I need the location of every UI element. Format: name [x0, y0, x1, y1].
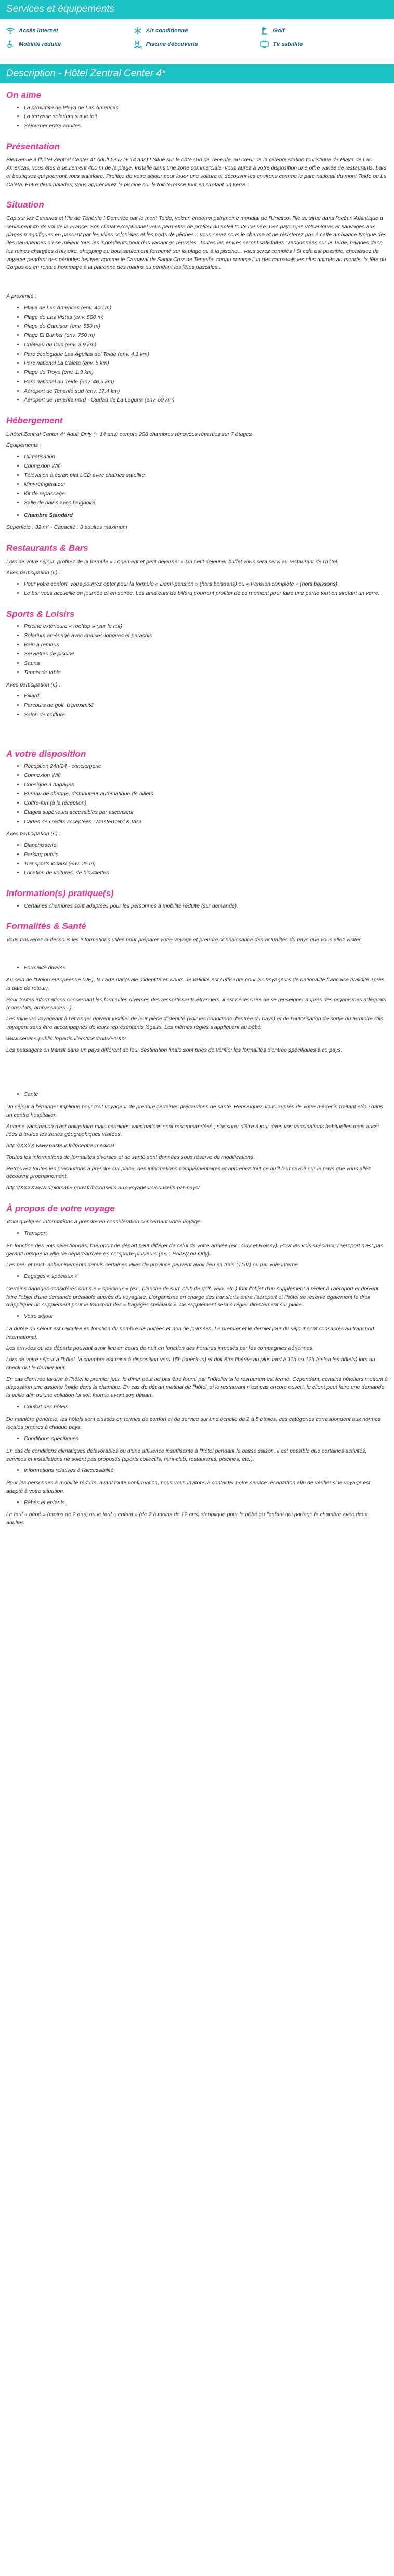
list-item: • Climatisation [24, 453, 388, 461]
services-title: Services et équipements [6, 4, 115, 15]
list-item: • Château du Duc (env. 3,9 km) [24, 341, 388, 349]
section-title-disposition: A votre disposition [6, 748, 86, 759]
sante-label: • Santé [24, 1091, 388, 1099]
list-item: • Conditions spécifiques [24, 1435, 388, 1443]
formalites-link3[interactable]: http://XXXXwww.diplomatie.gouv.fr/fr/conseils-aux-voyageurs/conseils-par-pays/ [6, 1185, 200, 1191]
formalites-intro: Vous trouverez ci-dessous les informations utiles pour préparer votre voyage et prendre connaissance des actualités du pays que vous allez visiter. [6, 936, 362, 943]
list-item: • Plage de Las Vistas (env. 500 m) [24, 314, 388, 322]
services-header [0, 0, 394, 19]
list-item: • Informations relatives à l'accessibilité [24, 1467, 388, 1475]
formalites-p3: Les mineurs voyageant à l'étranger doivent justifier de leur pièce d'identité (voir les conditions d'entrée du pays) et de l'autorisation de sortie du territoire s'ils voyagent sans être accompagnés de leurs représentants légaux. Les mêmes règles s'appliquent au bébé. [6, 1016, 383, 1030]
disposition-paid-list [6, 842, 388, 877]
apropos-label [6, 1435, 388, 1443]
list-item: • Aéroport de Tenerife nord - Ciudad de La Laguna (env. 59 km) [24, 396, 388, 405]
section-title-situation: Situation [6, 200, 44, 210]
list-item: • Votre séjour [24, 1313, 388, 1321]
apropos-label [6, 1313, 388, 1321]
list-item: • Séjourner entre adultes [24, 122, 388, 131]
sports-list [6, 623, 388, 677]
list-item: • Parc national du Teide (env. 46,5 km) [24, 378, 388, 386]
list-item: • Certaines chambres sont adaptées pour les personnes à mobilité réduite (sur demande). [24, 902, 388, 911]
description-content [0, 88, 394, 1546]
apropos-paragraph: Pour les personnes à mobilité réduite, avant toute confirmation, nous vous invitons à contacter notre service réservation afin de vérifier si le voyage est adapté à votre situation. [6, 1480, 371, 1494]
list-item: • Télévision à écran plat LCD avec chaînes satellite [24, 472, 388, 480]
presentation-text: Bienvenue à l'hôtel Zentral Center 4* Adult Only (+ 14 ans) ! Situé sur la côte sud de Tenerife, au cœur de la célèbre station touristique de Playa de Las Americas, vous êtes à seulement 400 m de la plage. Installé dans une zone commerciale, vous aurez à votre disposition une offre variée de restaurants, bars et boutiques qui pourront vous satisfaire. Profitez de votre séjour pour louer une voiture et découvrir les environs comme le parc national du mont Teide ou La Caleta. Entre deux balades, vous apprécierez la piscine sur le toit-terrasse tout en sirotant un verre... [6, 157, 387, 188]
room-type: • Chambre Standard [24, 512, 388, 520]
apropos-paragraph: Les arrivées ou les départs pouvant avoir lieu en cours de nuit en fonction des horaires imposés par les compagnies aériennes. [6, 1345, 314, 1352]
list-item: • Réception 24h/24 - conciergerie [24, 762, 388, 771]
list-item: • Tennis de table [24, 669, 388, 677]
section-title-presentation: Présentation [6, 141, 60, 151]
list-item: • Playa de Las Americas (env. 400 m) [24, 304, 388, 313]
apropos-paragraph: En cas d'arrivée tardive à l'hôtel le premier jour, le dîner peut ne pas être fourni par l'hôtelier si le restaurant est fermé. Cependant, certains hôteliers mettent à disposition une assiette froide dans la chambre. En cas de départ matinal de l'hôtel, si le restaurant n'est pas encore ouvert, le client peut faire une demande la veille afin qu'une collation lui soit fournie avant son départ. [6, 1376, 388, 1399]
situation-text: Cap sur les Canaries et l'île de Ténérife ! Dominée par le mont Teide, volcan endormi patrimoine mondial de l'Unesco, l'île se situe dans l'océan Atlantique à seulement 4h de vol de la France. Son climat exceptionnel vous permettra de profiter du soleil toute l'année. Des paysages volcaniques et sauvages aux plages magnifiques en passant par les villes coloniales et les ports de pêches... vous serez sous le charme et ne résisterez pas à cette ambiance typique des îles canariennes où se mêlent tous les ingrédients pour des vacances réussies. Toutes les envies seront satisfaites : randonnées sur le Teide, balades dans les ruines chargées d'histoire, shopping au bout seulement fermenté sur la plage ou à la piscine... vous serez comblés ! Si cela est possible, choisissez de voyager pendant des périodes festives comme le Carnaval de Santa Cruz de Tenerife, connu comme l'un des carnavals les plus animés au monde, la fête du Corpus ou en rendre hommage à la patronne des marins ou pendant les fêtes pascales... [6, 215, 387, 271]
golf-flag-icon [260, 27, 269, 35]
formalites-p5: Un séjour à l'étranger implique pour tout voyageur de prendre certaines précautions de santé. Renseignez-vous auprès de votre médecin traitant et/ou dans un centre hospitalier. [6, 1104, 383, 1118]
list-item: • Connexion Wifi [24, 462, 388, 471]
hebergement-intro: L'hôtel Zentral Center 4* Adult Only (+ 14 ans) compte 208 chambres rénovées réparties sur 7 étages [6, 431, 252, 437]
sports-option-label: Avec participation (€) : [6, 681, 61, 688]
apropos-paragraph: Les pré- et post- acheminements depuis certaines villes de province peuvent avoir lieu en train (TGV) ou par voie interne. [6, 1262, 299, 1268]
tv-icon [260, 40, 269, 48]
list-item: • Plage de Troya (env. 1,3 km) [24, 369, 388, 377]
description-title: Description - Hôtel Zentral Center 4* [6, 68, 166, 79]
list-item: • Bureau de change, distributeur automatique de billets [24, 790, 388, 798]
list-item: • Parc écologique Las Águilas del Teide (env. 4,1 km) [24, 351, 388, 359]
apropos-paragraph: La durée du séjour est calculée en fonction du nombre de nuitées et non de journées. Le premier et le dernier jour du séjour sont consacrés au transport international. [6, 1325, 375, 1340]
list-item: • Connexion Wifi [24, 772, 388, 780]
apropos-label [6, 1403, 388, 1412]
list-item: • La terrasse solarium sur le toit [24, 113, 388, 121]
list-item: • Pour votre confort, vous pourrez opter pour la formule « Demi-pension » (hors boissons) ou « Pension complète » (hors boissons). [24, 580, 388, 589]
room-info: Superficie : 32 m² - Capacité : 3 adultes maximum [6, 524, 127, 531]
list-item: • Mini-réfrigérateur [24, 481, 388, 489]
list-item: • Cartes de crédits acceptées : MasterCard & Visa [24, 818, 388, 826]
service-item [6, 40, 134, 49]
formalite-label-list [6, 964, 388, 973]
list-item: • Bébés et enfants [24, 1499, 388, 1507]
equipements-list [6, 453, 388, 508]
list-item: • Serviettes de piscine [24, 650, 388, 658]
apropos-paragraph: En cas de conditions climatiques défavorables ou d'une affluence insuffisante à l'hôtel pendant la basse saison, il est possible que certaines activités, services et installations ne soient pas proposés (sports collectifs, mini-club, restaurants, piscines, etc.). [6, 1447, 367, 1462]
list-item: • Coffre-fort (à la réception) [24, 799, 388, 808]
pool-icon [134, 40, 142, 48]
wheelchair-icon [6, 40, 15, 48]
list-item: • Étages supérieurs accessibles par ascenseur [24, 809, 388, 817]
list-item: • Parc national La Caleta (env. 5 km) [24, 359, 388, 368]
list-item: • Location de voitures, de bicyclettes [24, 869, 388, 877]
formalites-p7: Toutes les informations de formalités diverses et de santé sont données sous réserve de modifications. [6, 1154, 255, 1160]
section-title-sports: Sports & Loisirs [6, 609, 75, 619]
apropos-paragraph: Lors de votre séjour à l'hôtel, la chambre est mise à disposition vers 15h (check-in) et doit être libérée au plus tard à 11h ou 12h (selon les hôtels) lors du check-out le dernier jour. [6, 1356, 375, 1371]
service-item [134, 27, 261, 35]
restaurants-intro: Lors de votre séjour, profitez de la formule « Logement et petit déjeuner » Un petit déjeuner buffet vous sera servi au restaurant de l'hôtel. [6, 558, 339, 565]
formalites-p6: Aucune vaccination n'est obligatoire mais certaines vaccinations sont recommandées ; s'assurer d'être à jour dans vos vaccinations habituelles mais aussi liées à toutes les zones géographiques visitées. [6, 1123, 379, 1138]
service-label: Golf [273, 27, 285, 34]
disposition-list [6, 762, 388, 826]
on-aime-list [6, 104, 388, 131]
service-item [134, 40, 261, 49]
disposition-option-label: Avec participation (€) : [6, 831, 61, 837]
service-label: Piscine découverte [146, 41, 198, 47]
list-item: • Billard [24, 692, 388, 701]
apropos-paragraph: Le tarif « bébé » (moins de 2 ans) ou le tarif « enfant » (de 2 à moins de 12 ans) s'applique pour le bébé ou l'enfant qui partage la chambre avec deux adultes. [6, 1511, 368, 1526]
list-item: • Consigne à bagages [24, 781, 388, 789]
section-title-formalites: Formalités & Santé [6, 921, 86, 931]
list-item: • Transport [24, 1229, 388, 1238]
service-label: Tv satellite [273, 41, 303, 47]
list-item: • Piscine extérieure « rooftop » (sur le toit) [24, 623, 388, 631]
list-item: • Parcours de golf, à proximité [24, 702, 388, 710]
apropos-label [6, 1273, 388, 1281]
service-label: Mobilité réduite [19, 41, 61, 47]
service-item [260, 27, 388, 35]
apropos-label [6, 1499, 388, 1507]
section-title-hebergement: Hébergement [6, 416, 63, 425]
service-item [6, 27, 134, 35]
list-item: • La proximité de Playa de Las Americas [24, 104, 388, 112]
apropos-label [6, 1467, 388, 1475]
section-title-restaurants: Restaurants & Bars [6, 543, 88, 553]
service-item [260, 40, 388, 49]
services-grid [0, 19, 394, 54]
section-title-info-pratique: Information(s) pratique(s) [6, 888, 114, 898]
apropos-paragraph: Certains bagages considérés comme « spéciaux » (ex : planche de surf, club de golf, vélo, etc.) font l'objet d'un supplément à régler à l'aéroport et doivent faire l'objet d'une demande préalable auprès du voyagiste. L'organisme en charge des transferts entre l'aéroport et l'hôtel se réserve également le droit d'appliquer un supplément pour le transport des « bagages spéciaux ». Ce supplément sera à régler directement sur place. [6, 1285, 379, 1309]
list-item: • Aéroport de Tenerife sud (env. 17,4 km) [24, 387, 388, 396]
description-header [0, 64, 394, 84]
list-item: • Solarium aménagé avec chaises-longues et parasols [24, 632, 388, 640]
list-item: • Blanchisserie [24, 842, 388, 850]
wifi-icon [6, 27, 15, 35]
list-item: • Le bar vous accueille en journée et en soirée. Les amateurs de billard pourront profiter de ce moment pour faire une partie tout en sirotant un verre. [24, 590, 388, 598]
room-type-list [6, 512, 388, 520]
info-pratique-list [6, 902, 388, 911]
list-item: • Plage El Bunker (env. 750 m) [24, 332, 388, 340]
list-item: • Salon de coiffure [24, 711, 388, 719]
list-item: • Bain à remous [24, 641, 388, 650]
apropos-label [6, 1229, 388, 1238]
formalite-label: • Formalité diverse [24, 964, 388, 973]
section-title-apropos: À propos de votre voyage [6, 1203, 115, 1213]
formalites-p8: Retrouvez toutes les précautions à prendre sur place, des informations complémentaires et apprenez tout ce qu'il faut savoir sur le pays que vous allez découvrir prochainement. [6, 1165, 371, 1180]
sante-label-list [6, 1091, 388, 1099]
sports-paid-list [6, 692, 388, 719]
list-item: • Sauna [24, 659, 388, 668]
equipements-label: Équipements : [6, 442, 42, 449]
list-item: • Kit de repassage [24, 490, 388, 498]
service-label: Accès internet [19, 27, 58, 34]
list-item: • Transports locaux (env. 25 m) [24, 860, 388, 869]
snowflake-icon [134, 27, 142, 35]
list-item: • Parking public [24, 851, 388, 859]
formalites-link2[interactable]: http://XXXX.www.pasteur.fr/fr/centre-medical [6, 1143, 114, 1149]
apropos-paragraph: De manière générale, les hôtels sont classés en termes de confort et de service sur une échelle de 2 à 5 étoiles, ces catégories correspondent aux normes locales propres à chaque pays. [6, 1416, 381, 1431]
service-label: Air conditionné [146, 27, 188, 34]
formalites-p2: Pour toutes informations concernant les formalités diverses des ressortissants étrangers, il est nécessaire de se renseigner auprès des organismes adéquats (consulats, ambassades...). [6, 996, 386, 1011]
formalites-p1: Au sein de l'Union européenne (UE), la carte nationale d'identité en cours de validité est suffisante pour les voyageurs de nationalité française (validité après la date de retour). [6, 977, 385, 991]
list-item: • Confort des hôtels [24, 1403, 388, 1412]
restaurants-list [6, 580, 388, 598]
proximity-label: À proximité : [6, 293, 37, 300]
restaurants-option-label: Avec participation (€) : [6, 569, 61, 576]
list-item: • Bagages « spéciaux » [24, 1273, 388, 1281]
apropos-intro: Voici quelques informations à prendre en considération concernant votre voyage. [6, 1219, 202, 1225]
list-item: • Salle de bains avec baignoire [24, 499, 388, 508]
apropos-paragraph: En fonction des vols sélectionnés, l'aéroport de départ peut différer de celui de votre arrivée (ex : Orly et Roissy). Pour les vols spéciaux, l'aéroport n'est pas garanti lorsque la ville de départ/arrivée en comporte plusieurs (ex. : Roissy ou Orly). [6, 1242, 384, 1257]
proximity-list [6, 304, 388, 405]
section-title-on-aime: On aime [6, 90, 42, 100]
formalites-link1[interactable]: www.service-public.fr/particuliers/vosdroits/F1922 [6, 1035, 126, 1042]
formalites-p4: Les passagers en transit dans un pays différent de leur destination finale sont priés de vérifier les formalités d'entrée spécifiques à ce pays. [6, 1046, 343, 1053]
list-item: • Plage de Camison (env. 550 m) [24, 322, 388, 331]
